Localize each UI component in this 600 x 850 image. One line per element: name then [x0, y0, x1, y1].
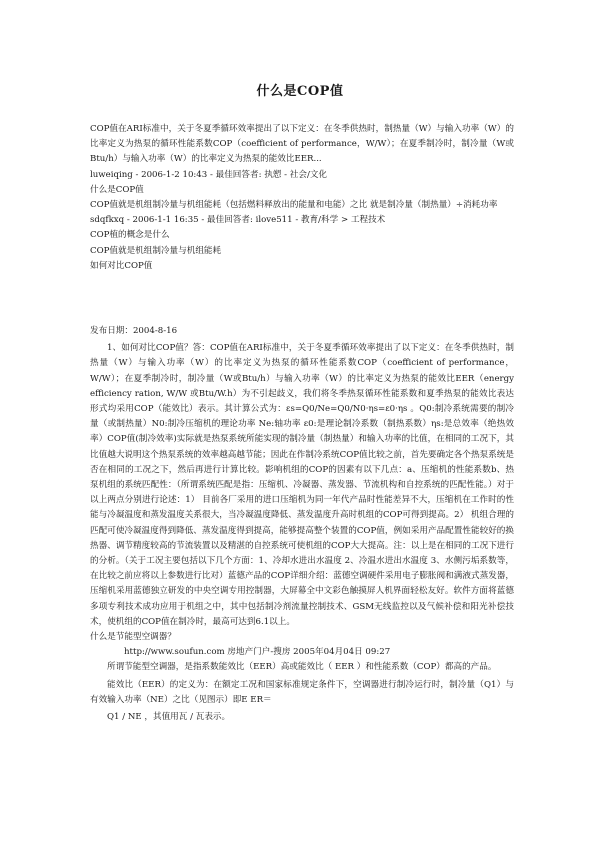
result-snippet: COP值在ARI标准中，关于冬夏季循环效率提出了以下定义：在冬季供热时，制热量（W）与输入功率（W）的比率定义为热泵的循环性能系数COP（coefficient of performance，W/W）；在夏季制冷时，制冷量（W或Btu/h）与输入功率（W）的比率定义为热泵的能效比EER... [90, 124, 514, 165]
search-results-section [90, 122, 514, 274]
paragraph-energy-saving: 所谓节能型空调器，是指系数能效比（EER）高或能效比（ EER ）和性能系数（COP）都高的产品。 [107, 662, 497, 673]
article-section [90, 324, 514, 725]
main-paragraph: 1、如何对比COP值？答：COP值在ARI标准中，关于冬夏季循环效率提出了以下定义：在冬季供热时，制热量（W）与输入功率（W）的比率定义为热泵的循环性能系数COP（coefficient of performance，W/W）；在夏季制冷时，制冷量（W或Btu/h）与输入功率（W）的比率定义为热泵的能效比EER（energy efficiency ration, W/W 或Btu/W.h）为不引起歧义，我们将冬季热泵循环性能系数和夏季热泵的能效比表达形式均采用COP（能效比）表示。其计算公式为：εs=Q0/Ne=Q0/N0·ηs=ε0·ηs 。Q0:制冷系统需要的制冷量（或制热量）N0:制冷压缩机的理论功率 Ne:轴功率 ε0:是理论制冷系数（制热系数）ηs:是总效率（绝热效率）COP值(制冷效率)实际就是热泵系统所能实现的制冷量（制热量）和输入功率的比值，在相同的工况下，其比值越大说明这个热泵系统的效率越高越节能；因此在作制冷系统COP值比较之前，首先要确定各个热泵系统是否在相同的工况之下，然后再进行计算比较。影响机组的COP的因素有以下几点：a、压缩机的性能系数b、热泵机组的系统匹配性：（所谓系统匹配是指：压缩机、冷凝器、蒸发器、节流机构和自控系统的匹配性能。）对于以上两点分别进行论述：1） 目前各厂采用的进口压缩机为同一年代产品时性能差异不大，压缩机在工作时的性能与冷凝温度和蒸发温度关系很大，当冷凝温度降低、蒸发温度升高时机组的COP可得到提高。2） 机组合理的匹配可使冷凝温度得到降低、蒸发温度得到提高，能够提高整个装置的COP值，例如采用产品配置性能较好的换热器、调节精度较高的节流装置以及精湛的自控系统可使机组的COP大大提高。注：以上是在相同的工况下进行的分析。（关于工况主要包括以下几个方面：1、冷却水进出水温度 2、冷温水进出水温度 3、水侧污垢系数等，在比较之前应将以上参数进行比对）蓝德产品的COP详细介绍：蓝德空调硬件采用电子膨胀阀和满液式蒸发器，压缩机采用蓝德独立研发的中央空调专用控制器，大屏幕全中文彩色触摸屏人机界面轻松友好。软件方面将蓝德多项专利技术成功应用于机组之中，其中包括制冷剂流量控制技术、GSM无线监控以及气候补偿和阳光补偿技术，使机组的COP值在制冷时，最高可达到6.1以上。 [90, 343, 514, 627]
question-heading: 什么是节能型空调器？ [90, 632, 176, 643]
result-snippet: COP值就是机组制冷量与机组能耗 [90, 245, 222, 256]
result-meta: sdqfkxq - 2006-1-1 16:35 - 最佳回答者: ilove511 - 教育/科学 > 工程技术 [90, 215, 386, 226]
result-heading: COP植的概念是什么 [90, 230, 170, 241]
source-line: http://www.soufun.com 房地产门户-搜房 2005年04月04日 09:27 [124, 647, 391, 658]
result-meta: luweiqing - 2006-1-2 10:43 - 最佳回答者: 执愬 - 社会/文化 [90, 169, 328, 180]
result-snippet: COP值就是机组制冷量与机组能耗（包括燃料释放出的能量和电能）之比 就是制冷量（制热量）÷消耗功率 [90, 200, 498, 211]
paragraph-eer-definition: 能效比（EER）的定义为：在额定工况和国家标准规定条件下，空调器进行制冷运行时，制冷量（Q1）与有效输入功率（NE）之比（见图示）即E ER＝ [90, 679, 514, 705]
result-heading: 什么是COP值 [90, 184, 144, 195]
result-heading: 如何对比COP值 [90, 260, 153, 271]
publish-date: 发布日期：2004-8-16 [90, 326, 178, 336]
page-title: 什么是COP值 [256, 84, 344, 99]
paragraph-eer-formula: Q1 / NE ，其值用瓦 / 瓦表示。 [107, 712, 231, 723]
